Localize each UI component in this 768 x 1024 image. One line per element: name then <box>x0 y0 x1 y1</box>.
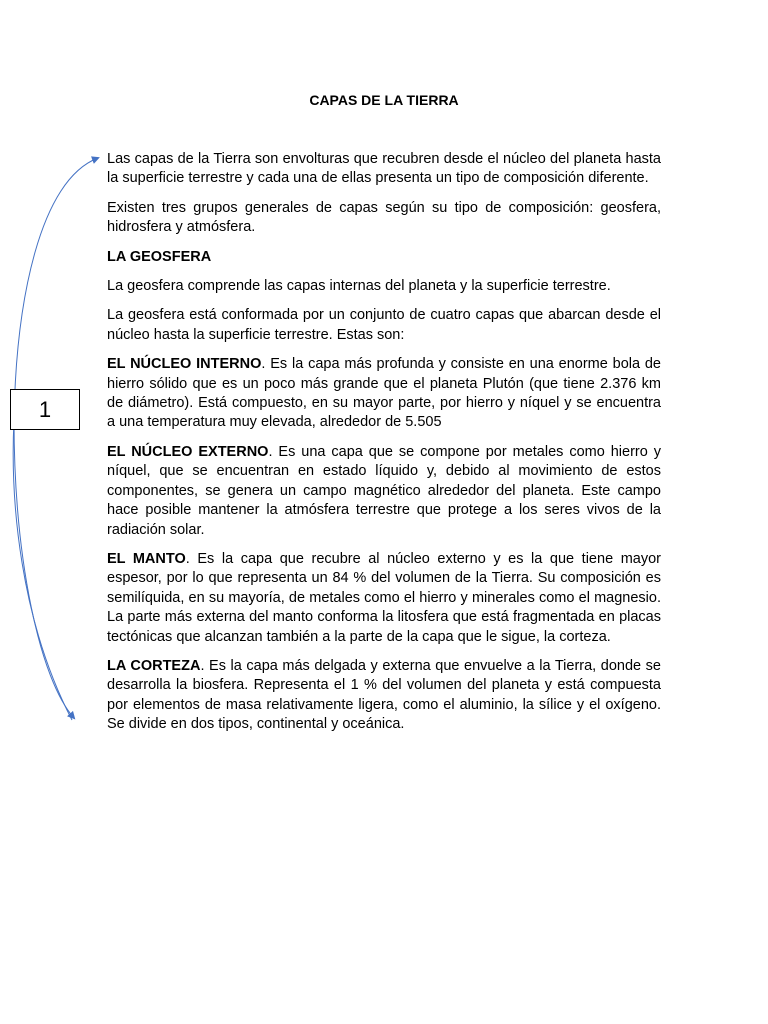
text-nucleo-interno: . Es la capa más profunda y consiste en una enorme bola de hierro sólido que es un poco más grande que el planeta Plutón (que tiene 2.376 km de diámetro). Está compuesto, en su mayor parte, por hierro y níquel y se encuentra a una temperatura muy elevada, alrededor de 5.505 <box>107 356 661 431</box>
bracket-arrow <box>0 0 120 760</box>
paragraph-geosfera-2: La geosfera está conformada por un conjunto de cuatro capas que abarcan desde el núcleo hasta la superficie terrestre. Estas son: <box>107 307 661 343</box>
document-body <box>107 150 661 745</box>
term-corteza: LA CORTEZA <box>107 657 201 674</box>
paragraph-nucleo-interno <box>107 355 661 433</box>
paragraph-corteza <box>107 657 661 735</box>
paragraph-manto <box>107 550 661 647</box>
term-nucleo-interno: EL NÚCLEO INTERNO <box>107 356 262 373</box>
page-title: CAPAS DE LA TIERRA <box>309 92 459 108</box>
text-corteza: . Es la capa más delgada y externa que envuelve a la Tierra, donde se desarrolla la biosfera. Representa el 1 % del volumen del planeta y está compuesta por elementos de masa relativamente ligera, como el aluminio, la sílice y el oxígeno. Se divide en dos tipos, continental y oceánica. <box>107 657 661 733</box>
bracket-curve-top <box>13 158 98 720</box>
annotation-box-label: 1 <box>38 396 52 422</box>
term-manto: EL MANTO <box>107 550 186 567</box>
paragraph-geosfera-1: La geosfera comprende las capas internas del planeta y la superficie terrestre. <box>107 278 611 295</box>
text-nucleo-externo: . Es una capa que se compone por metales como hierro y níquel, que se encuentran en estado líquido y, debido al movimiento de estos componentes, se genera un campo magnético alrededor del planeta. Este campo hace posible mantener la atmósfera terrestre que protege a los seres vivos de la radiación solar. <box>107 443 661 538</box>
paragraph-nucleo-externo <box>107 443 661 540</box>
term-nucleo-externo: EL NÚCLEO EXTERNO <box>107 443 269 460</box>
paragraph-intro-1: Las capas de la Tierra son envolturas que recubren desde el núcleo del planeta hasta la superficie terrestre y cada una de ellas presenta un tipo de composición diferente. <box>107 151 661 187</box>
text-manto: . Es la capa que recubre al núcleo externo y es la que tiene mayor espesor, por lo que representa un 84 % del volumen de la Tierra. Su composición es semilíquida, en su mayoría, de metales como el hierro y minerales como el magnesio. La parte más externa del manto conforma la litosfera que está fragmentada en placas tectónicas que alcanzan también a la parte de la capa que le sigue, la corteza. <box>107 550 661 645</box>
annotation-box <box>10 389 80 430</box>
heading-geosfera: LA GEOSFERA <box>107 248 212 265</box>
paragraph-intro-2: Existen tres grupos generales de capas según su tipo de composición: geosfera, hidrosfera y atmósfera. <box>107 199 661 236</box>
